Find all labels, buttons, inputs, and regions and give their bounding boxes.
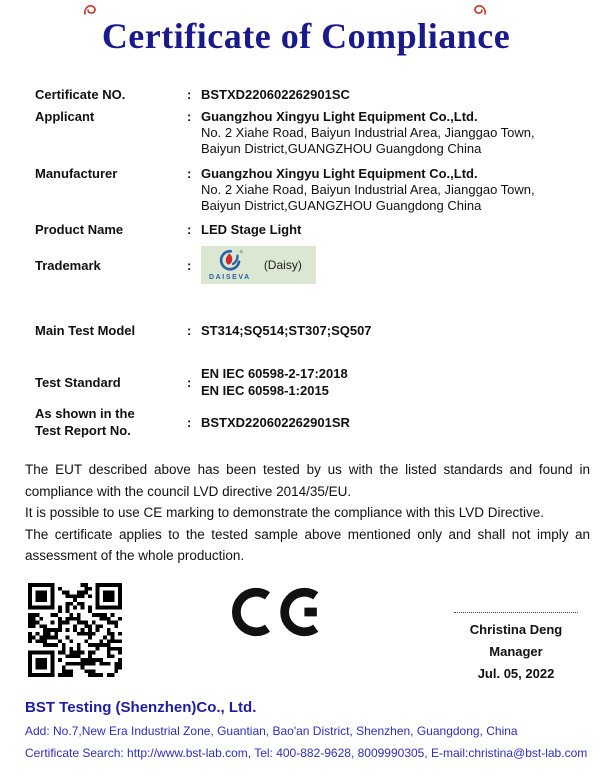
colon: : (187, 257, 192, 273)
compliance-statement (25, 459, 590, 567)
colon: : (187, 414, 192, 430)
field-row-trademark (35, 246, 592, 284)
manufacturer-label: Manufacturer (35, 166, 118, 181)
colon: : (187, 87, 192, 102)
test-report-label (35, 405, 187, 439)
certificate-no-label: Certificate NO. (35, 87, 126, 102)
product-name-label: Product Name (35, 222, 124, 237)
field-row-certificate-no (35, 86, 592, 103)
trademark-logo-text: DAISEVA (209, 274, 251, 281)
signer-name: Christina Deng (469, 622, 563, 637)
footer (25, 699, 594, 761)
statement-paragraph-3: The certificate applies to the tested sample above mentioned only and shall not imply an assessment of the whole production. (25, 526, 590, 563)
red-seal-mark-left (83, 4, 98, 16)
signer-role: Manager (489, 644, 543, 659)
test-report-label-line2: Test Report No. (35, 423, 131, 438)
field-row-test-report-no (35, 405, 592, 439)
field-row-applicant (35, 108, 592, 157)
lab-address: Add: No.7,New Era Industrial Zone, Guantian, Bao'an District, Shenzhen, Guangdong, China (25, 724, 518, 738)
applicant-address-line1: No. 2 Xiahe Road, Baiyun Industrial Area, Jianggao Town, (201, 125, 535, 140)
field-row-manufacturer (35, 165, 592, 214)
trademark-label: Trademark (35, 257, 101, 273)
colon: : (187, 323, 192, 338)
lab-company-name: BST Testing (Shenzhen)Co., Ltd. (25, 699, 257, 716)
ce-mark (232, 587, 330, 637)
trademark-logo-chip (201, 246, 316, 284)
statement-paragraph-1: The EUT described above has been tested by us with the listed standards and found in compliance with the council LVD directive 2014/35/EU. (25, 462, 590, 499)
daiseva-logo (209, 249, 251, 281)
test-standard-line1: EN IEC 60598-2-17:2018 (201, 366, 348, 381)
test-standard-label: Test Standard (35, 374, 121, 390)
page-title: Certificate of Compliance (101, 16, 511, 56)
applicant-address-line2: Baiyun District,GUANGZHOU Guangdong China (201, 141, 482, 156)
manufacturer-address-line2: Baiyun District,GUANGZHOU Guangdong China (201, 198, 482, 213)
signature-dotted-line (454, 612, 578, 613)
qr-code (28, 583, 122, 677)
product-name-value: LED Stage Light (201, 222, 302, 237)
colon: : (187, 109, 192, 124)
signature-date: Jul. 05, 2022 (477, 666, 555, 681)
certificate-no-value: BSTXD220602262901SC (201, 87, 350, 102)
test-report-value: BSTXD220602262901SR (201, 414, 350, 430)
colon: : (187, 166, 192, 181)
statement-paragraph-2: It is possible to use CE marking to demonstrate the compliance with this LVD Directive. (25, 505, 544, 520)
red-seal-mark-right (472, 4, 487, 16)
trademark-caption: (Daisy) (263, 258, 302, 272)
test-standard-line2: EN IEC 60598-1:2015 (201, 383, 329, 398)
field-row-test-standard (35, 365, 592, 399)
field-row-main-test-model (35, 322, 592, 339)
lab-contact: Certificate Search: http://www.bst-lab.com, Tel: 400-882-9628, 8009990305, E-mail:christina@bst-lab.com (25, 746, 588, 760)
applicant-label: Applicant (35, 109, 95, 124)
main-test-model-value: ST314;SQ514;ST307;SQ507 (201, 323, 372, 338)
manufacturer-name: Guangzhou Xingyu Light Equipment Co.,Ltd. (201, 166, 478, 181)
colon: : (187, 222, 192, 237)
certificate-fields (0, 86, 612, 439)
signature-block (441, 612, 591, 685)
manufacturer-address-line1: No. 2 Xiahe Road, Baiyun Industrial Area, Jianggao Town, (201, 182, 535, 197)
field-row-product-name (35, 221, 592, 238)
applicant-name: Guangzhou Xingyu Light Equipment Co.,Ltd. (201, 109, 478, 124)
colon: : (187, 374, 192, 390)
main-test-model-label: Main Test Model (35, 323, 136, 338)
registered-mark: ® (239, 249, 243, 255)
test-report-label-line1: As shown in the (35, 406, 135, 421)
daiseva-logo-icon (215, 249, 245, 273)
